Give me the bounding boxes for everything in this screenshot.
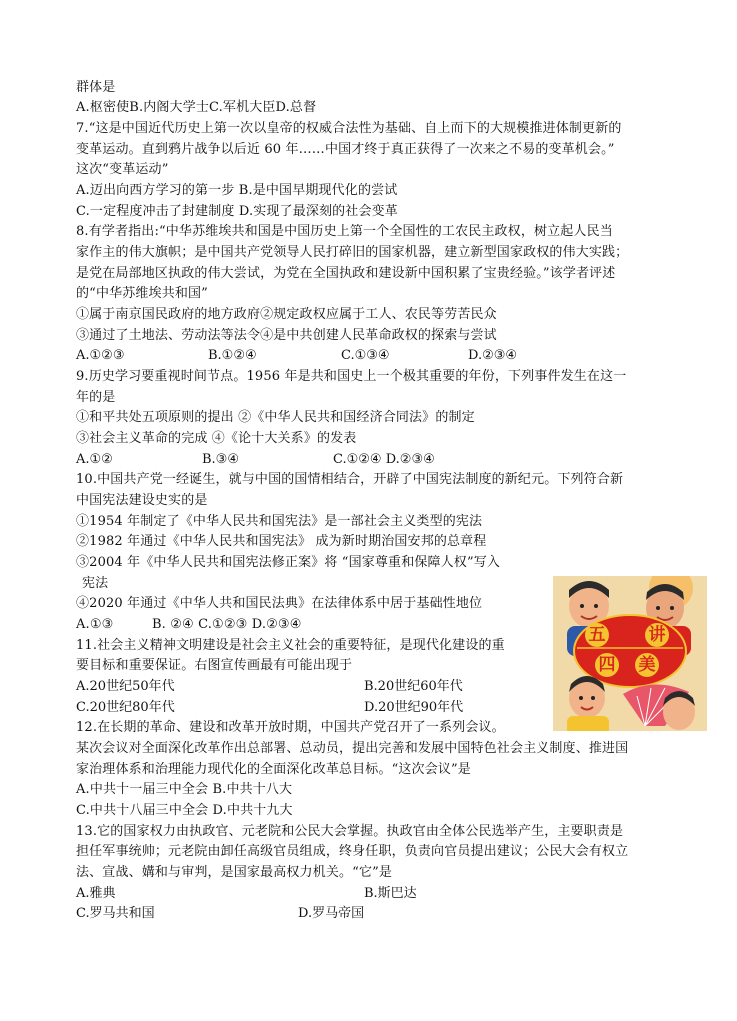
q12-options: C.中共十八届三中全会 D.中共十九大: [76, 803, 293, 818]
q8-statements: ①属于南京国民政府的地方政府②规定政权应属于工人、农民等劳苦民众: [76, 307, 497, 322]
text-line: 中国宪法建设史实的是: [76, 493, 208, 508]
q10-stem: 10.中国共产党一经诞生，就与中国的国情相结合，开辟了中国宪法制度的新纪元。下列符合新: [76, 472, 624, 487]
q13-option-a: A.雅典: [76, 886, 116, 901]
q8-option-c: C.①③④: [341, 348, 390, 363]
q10-statements: ③2004 年《中华人民共和国宪法修正案》将 “国家尊重和保障人权”写入: [76, 555, 501, 570]
text-line: 的“中华苏维埃共和国”: [76, 286, 208, 301]
q11-option-a: A.20世纪50年代: [76, 679, 175, 694]
q12-options: A.中共十一届三中全会 B.中共十八大: [76, 782, 293, 797]
q11-option-b: B.20世纪60年代: [364, 679, 463, 694]
text-line: 某次会议对全面深化改革作出总部署、总动员，提出完善和发展中国特色社会主义制度、推进国: [76, 741, 629, 756]
poster-title: [583, 623, 677, 681]
q7-options: A.迈出向西方学习的第一步 B.是中国早期现代化的尝试: [76, 183, 398, 198]
q10-statements: ②1982 年通过《中华人民共和国宪法》 成为新时期治国安邦的总章程: [76, 534, 487, 549]
text-line: 家治理体系和治理能力现代化的全面深化改革总目标。“这次会议”是: [76, 762, 471, 777]
poster-char: 美: [635, 653, 659, 677]
q9-option-b: B.③④: [202, 452, 239, 467]
q10-statements: ①1954 年制定了《中华人民共和国宪法》是一部社会主义类型的宪法: [76, 514, 483, 529]
q8-stem: 8.有学者指出:“中华苏维埃共和国是中国历史上第一个全国性的工农民主政权，树立起人民当: [76, 224, 613, 239]
q9-option-cd: C.①②④ D.②③④: [333, 452, 435, 467]
q12-stem: 12.在长期的革命、建设和改革开放时期，中国共产党召开了一系列会议。: [76, 720, 505, 735]
propaganda-poster-image: [553, 576, 707, 731]
q8-statements: ③通过了土地法、劳动法等法令④是中共创建人民革命政权的探索与尝试: [76, 328, 497, 343]
q9-statements: ③社会主义革命的完成 ④《论十大关系》的发表: [76, 431, 357, 446]
text-line: 法、宣战、媾和与审判，是国家最高权力机关。“它”是: [76, 865, 393, 880]
text-line: 是党在局部地区执政的伟大尝试，为党在全国执政和建设新中国积累了宝贵经验。”该学者评述: [76, 266, 616, 281]
text-line: 这次“变革运动”: [76, 162, 169, 177]
text-line: 群体是: [76, 80, 116, 95]
q11-option-d: D.20世纪90年代: [364, 700, 464, 715]
q10-options: A.①③ B. ②④ C.①②③ D.②③④: [76, 617, 302, 632]
poster-char: 五: [585, 623, 609, 647]
text-line: 宪法: [82, 576, 109, 591]
q7-stem: 7.“这是中国近代历史上第一次以皇帝的权威合法性为基础、自上而下的大规模推进体制更新的: [76, 121, 622, 136]
q7-options: C.一定程度冲击了封建制度 D.实现了最深刻的社会变革: [76, 204, 398, 219]
text-line: 家作主的伟大旗帜；是中国共产党领导人民打碎旧的国家机器，建立新型国家政权的伟大实践；: [76, 245, 629, 260]
q6-options: A.枢密使B.内阁大学士C.军机大臣D.总督: [76, 100, 317, 115]
text-line: 变革运动。直到鸦片战争以后近 60 年……中国才终于真正获得了一次来之不易的变革机会。”: [76, 142, 615, 157]
q13-stem: 13.它的国家权力由执政官、元老院和公民大会掌握。执政官由全体公民选举产生，主要职责是: [76, 824, 624, 839]
q9-option-a: A.①②: [76, 452, 113, 467]
text-line: 担任军事统帅；元老院由卸任高级官员组成，终身任职，负责向官员提出建议；公民大会有权立: [76, 844, 629, 859]
q8-option-b: B.①②④: [208, 348, 257, 363]
q8-option-d: D.②③④: [468, 348, 518, 363]
q13-option-d: D.罗马帝国: [298, 906, 365, 921]
q11-stem: 11.社会主义精神文明建设是社会主义社会的重要特征，是现代化建设的重: [76, 638, 505, 653]
q9-statements: ①和平共处五项原则的提出 ②《中华人民共和国经济合同法》的制定: [76, 410, 475, 425]
q9-stem: 9.历史学习要重视时间节点。1956 年是共和国史上一个极其重要的年份，下列事件发生在这一: [76, 369, 627, 384]
text-line: 年的是: [76, 390, 116, 405]
text-line: 要目标和重要保证。右图宣传画最有可能出现于: [76, 658, 353, 673]
q11-option-c: C.20世纪80年代: [76, 700, 175, 715]
q13-option-b: B.斯巴达: [364, 886, 417, 901]
poster-char: 讲: [645, 623, 669, 647]
q8-option-a: A.①②③: [76, 348, 125, 363]
q13-option-c: C.罗马共和国: [76, 906, 155, 921]
poster-char: 四: [595, 653, 619, 677]
q10-statements: ④2020 年通过《中华人共和国民法典》在法律体系中居于基础性地位: [76, 596, 483, 611]
